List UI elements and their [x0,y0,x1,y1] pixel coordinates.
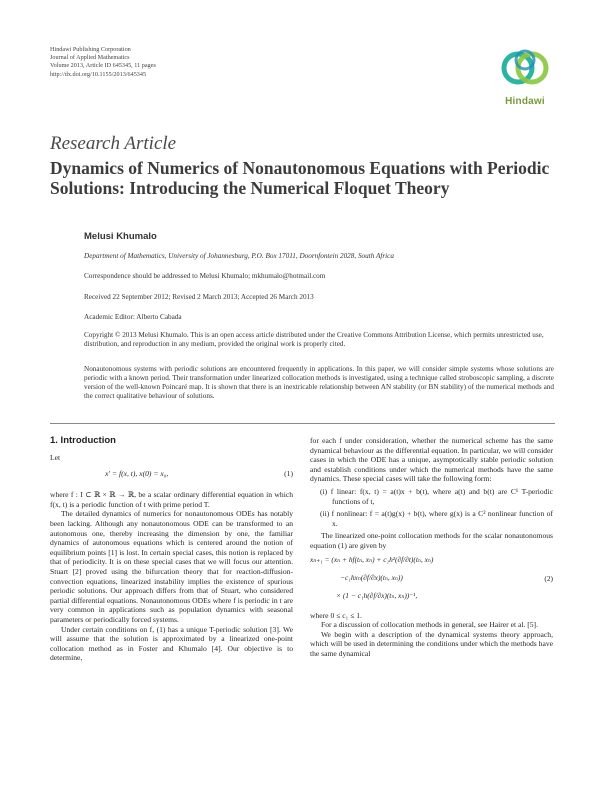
hindawi-logo [494,44,556,110]
paragraph: We begin with a description of the dynamical systems theory approach, which will be used in determining the conditions under which the methods have the same dynamical [310,629,553,658]
journal-name: Journal of Applied Mathematics [50,54,130,62]
paragraph: The linearized one-point collocation methods for the scalar nonautonomous equation (1) are given by [310,531,553,550]
paragraph: Under certain conditions on f, (1) has a unique T-periodic solution [3]. We will assume that the solution is approximated by a linearized one-point collocation method as in Foster and Khumalo [4]. Our objective is to determine, [50,624,293,663]
article-title: Dynamics of Numerics of Nonautonomous Equations with Periodic Solutions: Introducing the Numerical Floquet Theory [50,158,550,198]
abstract: Nonautonomous systems with periodic solutions are encountered frequently in applications. In this paper, we will consider simple systems whose solutions are periodic with a known period. Their transformation under linearized collocation methods is investigated, using a technique called stroboscopic sampling, a discrete version of the well-known Poincaré map. It is shown that there is an inextricable relationship between AN stability (or BN stability) of the numerical methods and the correct qualitative behaviour of solutions. [84,365,554,400]
academic-editor: Academic Editor: Alberto Cabada [84,313,182,321]
equation-2 [310,555,553,607]
paragraph: For a discussion of collocation methods in general, see Hairer et al. [5]. [321,620,538,630]
paragraph: for each f under consideration, whether the numerical scheme has the same dynamical behaviour as the differential equation. In particular, we will consider cases in which the ODE has a unique, asymptotically stable periodic solution and establish conditions under which the numerical methods have the same dynamics. These special cases will take the following form: [310,436,553,484]
equation-1 [50,469,293,483]
equation-2-line-2: −c₁hxₙ(∂f/∂x)(tₙ, xₙ)) [340,572,403,582]
left-column [50,436,293,663]
divider [50,423,555,424]
publication-info [50,46,156,79]
section-heading: 1. Introduction [50,435,116,446]
hindawi-logo-icon [494,44,556,96]
equation-2-number: (2) [544,573,553,583]
list-item: (i) f linear: f(x, t) = a(t)x + b(t), where a(t) and b(t) are C¹ T-periodic functions of t, [320,486,553,506]
let-text: Let [50,452,61,462]
equation-1-body: x′ = f(x, t), x(0) = x₀, [105,469,169,479]
right-column [310,436,553,659]
equation-2-line-3: × (1 − c₁h(∂f/∂x)(tₙ, xₙ))⁻¹, [336,590,418,600]
article-dates: Received 22 September 2012; Revised 2 March 2013; Accepted 26 March 2013 [84,293,314,301]
logo-text: Hindawi [505,96,545,107]
publisher: Hindawi Publishing Corporation [50,46,131,53]
article-type: Research Article [50,133,177,154]
equation-2-line-1: xₙ₊₁ = (xₙ + hf(tₙ, xₙ) + c₁h²(∂f/∂t)(tₙ, xₙ) [310,554,434,564]
copyright-notice: Copyright © 2013 Melusi Khumalo. This is an open access article distributed under the Creative Commons Attribution License, which permits unrestricted use, distribution, and reproduction in any medium, provided the original work is properly cited. [84,331,544,348]
list-item: (ii) f nonlinear: f = a(t)g(x) + b(t), where g(x) is a C² nonlinear function of x. [320,509,553,528]
correspondence: Correspondence should be addressed to Melusi Khumalo; mkhumalo@hotmail.com [84,272,326,280]
paragraph: where f : I ⊂ ℝ × ℝ → ℝ, be a scalar ordinary differential equation in which f(x, t) is a periodic function of t with prime period T. [50,490,293,509]
paragraph: where 0 ≤ c₁ ≤ 1. [310,610,362,620]
doi-link[interactable]: http://dx.doi.org/10.1155/2013/645345 [50,70,147,78]
equation-1-number: (1) [284,469,293,479]
author-name: Melusi Khumalo [84,231,157,242]
volume-info: Volume 2013, Article ID 645345, 11 pages [50,62,156,70]
affiliation: Department of Mathematics, University of Johannesburg, P.O. Box 17011, Doornfontein 2028, South Africa [84,252,394,260]
paragraph: The detailed dynamics of numerics for nonautonomous ODEs has notably been lacking. Although any nonautonomous ODE can be transformed to an autonomous one, thereby increasing the dimension by one, the familiar dynamics of autonomous equations which is centered around the notion of equilibrium points [1] is lost. In certain special cases, this notion is replaced by that of periodicity. It is on these special cases that we will focus our attention. Stuart [2] proved using the bifurcation theory that for reaction-diffusion-convection equations, linearized instability implies the existence of spurious periodic solutions. Our approach differs from that of Stuart, who considered partial differential equations. Nonautonomous ODEs where f is periodic in t are very common in applications such as population dynamics with seasonal parameters or periodically forced systems. [50,509,293,624]
